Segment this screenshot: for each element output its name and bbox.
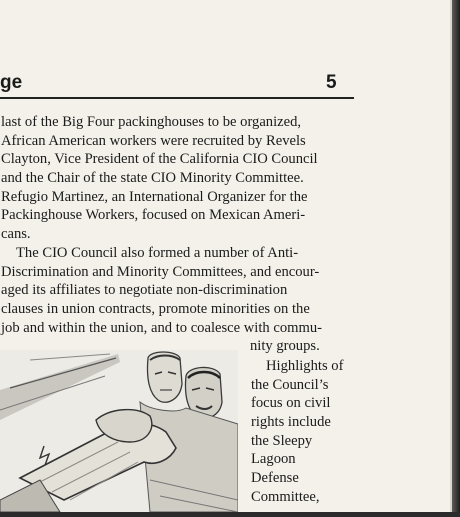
section-title-fragment: ge [0, 72, 23, 93]
column-line: Defense [251, 470, 299, 487]
column-line: Lagoon [251, 451, 296, 468]
illustration-workers-handshake [0, 350, 238, 512]
article-body [1, 113, 322, 356]
column-line: Highlights of [266, 358, 344, 374]
body-line: aged its affiliates to negotiate non-discrimination [1, 282, 288, 299]
column-line: rights include [251, 414, 331, 431]
body-line: Refugio Martinez, an International Organizer for the [1, 188, 308, 205]
body-line: The CIO Council also formed a number of Anti- [16, 244, 299, 261]
column-line: the Council’s [251, 376, 329, 393]
body-line: Clayton, Vice President of the California CIO Council [1, 151, 318, 168]
body-line: job and within the union, and to coalesce with commu- [1, 319, 322, 336]
body-line: nity groups. [250, 338, 320, 355]
body-line: and the Chair of the state CIO Minority Committee. [1, 170, 304, 187]
page-edge-shadow [452, 0, 460, 512]
body-line: Packinghouse Workers, focused on Mexican Ameri- [1, 207, 306, 224]
worker-head [147, 352, 182, 402]
header-rule [0, 97, 354, 99]
narrow-column [251, 357, 343, 507]
sky-shading [0, 354, 120, 420]
body-line: Discrimination and Minority Committees, and encour- [1, 263, 320, 280]
column-line: Committee, [251, 488, 320, 505]
column-line: focus on civil [251, 395, 331, 412]
body-line: clauses in union contracts, promote minorities on the [1, 300, 310, 317]
body-line: cans. [1, 226, 31, 243]
page-number: 5 [326, 72, 337, 93]
sketch-illustration [0, 350, 238, 512]
body-line: last of the Big Four packinghouses to be organized, [1, 114, 302, 130]
body-line: African American workers were recruited by Revels [1, 132, 306, 149]
sketch-line [30, 354, 110, 360]
column-line: the Sleepy [251, 432, 313, 449]
